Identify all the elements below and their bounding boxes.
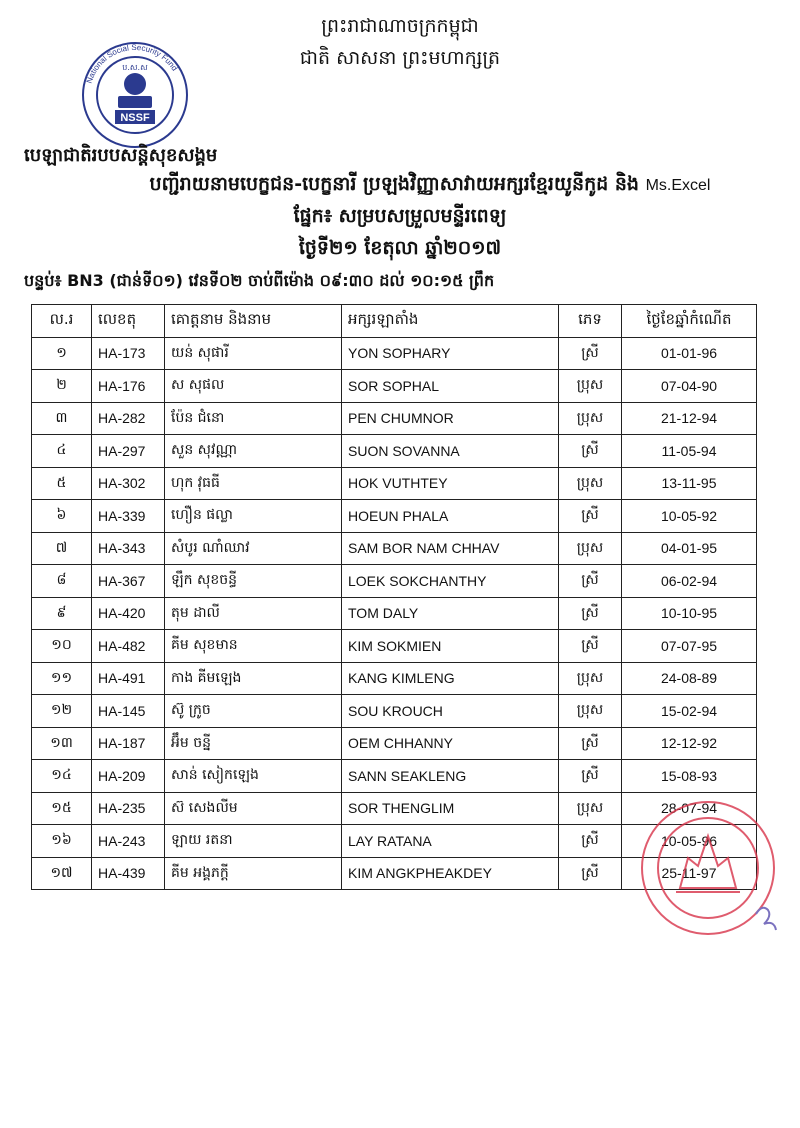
col-header-khmer-name: គោត្តនាម និងនាម <box>165 305 342 338</box>
table-row <box>32 727 757 760</box>
sex-cell: ស្រី <box>559 825 622 858</box>
sex-cell: ប្រុស <box>559 662 622 695</box>
sex-cell: ស្រី <box>559 630 622 663</box>
date-of-birth-cell: 13-11-95 <box>622 467 757 500</box>
latin-name-cell: SANN SEAKLENG <box>342 760 559 793</box>
nssf-logo <box>80 40 190 150</box>
latin-name-cell: SOU KROUCH <box>342 695 559 728</box>
date-of-birth-cell: 21-12-94 <box>622 402 757 435</box>
latin-name-cell: LAY RATANA <box>342 825 559 858</box>
col-header-desk: លេខតុ <box>92 305 165 338</box>
khmer-name-cell: ហុក វុធធី <box>165 467 342 500</box>
khmer-name-cell: ស៊ូ ក្រូច <box>165 695 342 728</box>
desk-number-cell: HA-297 <box>92 435 165 468</box>
latin-name-cell: HOK VUTHTEY <box>342 467 559 500</box>
logo-ring-text: National Social Security Fund <box>84 42 180 85</box>
desk-number-cell: HA-235 <box>92 792 165 825</box>
date-of-birth-cell: 10-10-95 <box>622 597 757 630</box>
date-of-birth-cell: 06-02-94 <box>622 565 757 598</box>
row-number-cell: ៣ <box>32 402 92 435</box>
latin-name-cell: SUON SOVANNA <box>342 435 559 468</box>
row-number-cell: ៤ <box>32 435 92 468</box>
col-header-latin-name: អក្សរឡាតាំង <box>342 305 559 338</box>
khmer-name-cell: គីម សុខមាន <box>165 630 342 663</box>
sex-cell: ស្រី <box>559 500 622 533</box>
sex-cell: ស្រី <box>559 435 622 468</box>
date-of-birth-cell: 25-11-97 <box>622 857 757 890</box>
date-of-birth-cell: 04-01-95 <box>622 532 757 565</box>
table-row <box>32 337 757 370</box>
list-title <box>80 172 780 200</box>
table-row <box>32 630 757 663</box>
date-of-birth-cell: 07-07-95 <box>622 630 757 663</box>
table-row <box>32 467 757 500</box>
row-number-cell: ១០ <box>32 630 92 663</box>
row-number-cell: ៧ <box>32 532 92 565</box>
row-number-cell: ១៣ <box>32 727 92 760</box>
latin-name-cell: SOR SOPHAL <box>342 370 559 403</box>
sex-cell: ស្រី <box>559 337 622 370</box>
latin-name-cell: OEM CHHANNY <box>342 727 559 760</box>
latin-name-cell: KIM SOKMIEN <box>342 630 559 663</box>
sex-cell: ប្រុស <box>559 402 622 435</box>
row-number-cell: ១ <box>32 337 92 370</box>
latin-name-cell: TOM DALY <box>342 597 559 630</box>
sex-cell: ស្រី <box>559 565 622 598</box>
khmer-name-cell: សាន់ សៀកឡេង <box>165 760 342 793</box>
col-header-sex: ភេទ <box>559 305 622 338</box>
latin-name-cell: YON SOPHARY <box>342 337 559 370</box>
desk-number-cell: HA-176 <box>92 370 165 403</box>
organization-name: បេឡាជាតិរបបសន្តិសុខសង្គម <box>24 145 218 166</box>
row-number-cell: ៦ <box>32 500 92 533</box>
row-number-cell: ១៥ <box>32 792 92 825</box>
table-row <box>32 597 757 630</box>
row-number-cell: ១៦ <box>32 825 92 858</box>
desk-number-cell: HA-482 <box>92 630 165 663</box>
date-of-birth-cell: 07-04-90 <box>622 370 757 403</box>
logo-abbr: ប.ស.ស <box>122 63 148 72</box>
sex-cell: ស្រី <box>559 760 622 793</box>
table-row <box>32 435 757 468</box>
desk-number-cell: HA-367 <box>92 565 165 598</box>
khmer-name-cell: គីម អង្គភក្តី <box>165 857 342 890</box>
table-row <box>32 402 757 435</box>
desk-number-cell: HA-187 <box>92 727 165 760</box>
desk-number-cell: HA-209 <box>92 760 165 793</box>
khmer-name-cell: ហឿន ផល្លា <box>165 500 342 533</box>
latin-name-cell: PEN CHUMNOR <box>342 402 559 435</box>
khmer-name-cell: ស សុផល <box>165 370 342 403</box>
desk-number-cell: HA-145 <box>92 695 165 728</box>
desk-number-cell: HA-173 <box>92 337 165 370</box>
table-row <box>32 565 757 598</box>
sex-cell: ប្រុស <box>559 695 622 728</box>
latin-name-cell: KIM ANGKPHEAKDEY <box>342 857 559 890</box>
exam-date: ថ្ងៃទី២១ ខែតុលា ឆ្នាំ២០១៧ <box>298 237 502 259</box>
col-header-number: ល.រ <box>32 305 92 338</box>
khmer-name-cell: តុម ដាលី <box>165 597 342 630</box>
sex-cell: ប្រុស <box>559 532 622 565</box>
date-of-birth-cell: 11-05-94 <box>622 435 757 468</box>
desk-number-cell: HA-302 <box>92 467 165 500</box>
desk-number-cell: HA-420 <box>92 597 165 630</box>
col-header-dob: ថ្ងៃខែឆ្នាំកំណើត <box>622 305 757 338</box>
logo-name: NSSF <box>120 112 150 124</box>
khmer-name-cell: ប៉ែន ជំនោ <box>165 402 342 435</box>
sex-cell: ប្រុស <box>559 467 622 500</box>
row-number-cell: ២ <box>32 370 92 403</box>
desk-number-cell: HA-339 <box>92 500 165 533</box>
list-title-text: បញ្ជីរាយនាមបេក្ខជន-បេក្ខនារី ប្រឡងវិញ្ញាសាវាយអក្សរខ្មែរយូនីកូដ និង <box>149 173 639 195</box>
sex-cell: ស្រី <box>559 857 622 890</box>
date-of-birth-cell: 15-08-93 <box>622 760 757 793</box>
latin-name-cell: LOEK SOKCHANTHY <box>342 565 559 598</box>
row-number-cell: ១៧ <box>32 857 92 890</box>
khmer-name-cell: សំបូរ ណាំឈាវ <box>165 532 342 565</box>
table-row <box>32 760 757 793</box>
table-header-row <box>32 305 757 338</box>
khmer-name-cell: យន់ សុផារី <box>165 337 342 370</box>
row-number-cell: ១៤ <box>32 760 92 793</box>
latin-name-cell: SOR THENGLIM <box>342 792 559 825</box>
row-number-cell: ១២ <box>32 695 92 728</box>
desk-number-cell: HA-343 <box>92 532 165 565</box>
sex-cell: ស្រី <box>559 597 622 630</box>
date-of-birth-cell: 10-05-92 <box>622 500 757 533</box>
khmer-name-cell: អ៊ឹម ចន្នី <box>165 727 342 760</box>
date-of-birth-cell: 15-02-94 <box>622 695 757 728</box>
table-row <box>32 662 757 695</box>
khmer-name-cell: កាង គីមឡេង <box>165 662 342 695</box>
row-number-cell: ៥ <box>32 467 92 500</box>
row-number-cell: ៩ <box>32 597 92 630</box>
sex-cell: ប្រុស <box>559 370 622 403</box>
date-of-birth-cell: 24-08-89 <box>622 662 757 695</box>
row-number-cell: ៨ <box>32 565 92 598</box>
desk-number-cell: HA-491 <box>92 662 165 695</box>
khmer-name-cell: សួន សុវណ្ណា <box>165 435 342 468</box>
latin-name-cell: SAM BOR NAM CHHAV <box>342 532 559 565</box>
motto-heading: ជាតិ សាសនា ព្រះមហាក្សត្រ <box>299 47 501 69</box>
date-of-birth-cell: 01-01-96 <box>622 337 757 370</box>
table-row <box>32 370 757 403</box>
list-title-software: Ms.Excel <box>645 177 711 194</box>
desk-number-cell: HA-439 <box>92 857 165 890</box>
latin-name-cell: HOEUN PHALA <box>342 500 559 533</box>
table-row <box>32 532 757 565</box>
official-stamp <box>628 796 788 946</box>
sex-cell: ស្រី <box>559 727 622 760</box>
khmer-name-cell: ស៊ សេងលីម <box>165 792 342 825</box>
khmer-name-cell: ឡឹក សុខចន្ធី <box>165 565 342 598</box>
row-number-cell: ១១ <box>32 662 92 695</box>
table-row <box>32 500 757 533</box>
desk-number-cell: HA-282 <box>92 402 165 435</box>
room-info: បន្ទប់៖ BN3 (ជាន់ទី០១) វេនទី០២ ចាប់ពីម៉ោង ០៩:៣០ ដល់ ១០:១៥ ព្រឹក <box>24 271 495 290</box>
date-of-birth-cell: 12-12-92 <box>622 727 757 760</box>
department-heading: ផ្នែក៖ សម្របសម្រួលមន្ទីរពេទ្យ <box>293 205 507 227</box>
latin-name-cell: KANG KIMLENG <box>342 662 559 695</box>
sex-cell: ប្រុស <box>559 792 622 825</box>
khmer-name-cell: ឡាយ រតនា <box>165 825 342 858</box>
kingdom-heading: ព្រះរាជាណាចក្រកម្ពុជា <box>321 15 479 37</box>
table-row <box>32 695 757 728</box>
date-of-birth-cell: 10-05-96 <box>622 825 757 858</box>
desk-number-cell: HA-243 <box>92 825 165 858</box>
date-of-birth-cell: 28-07-94 <box>622 792 757 825</box>
